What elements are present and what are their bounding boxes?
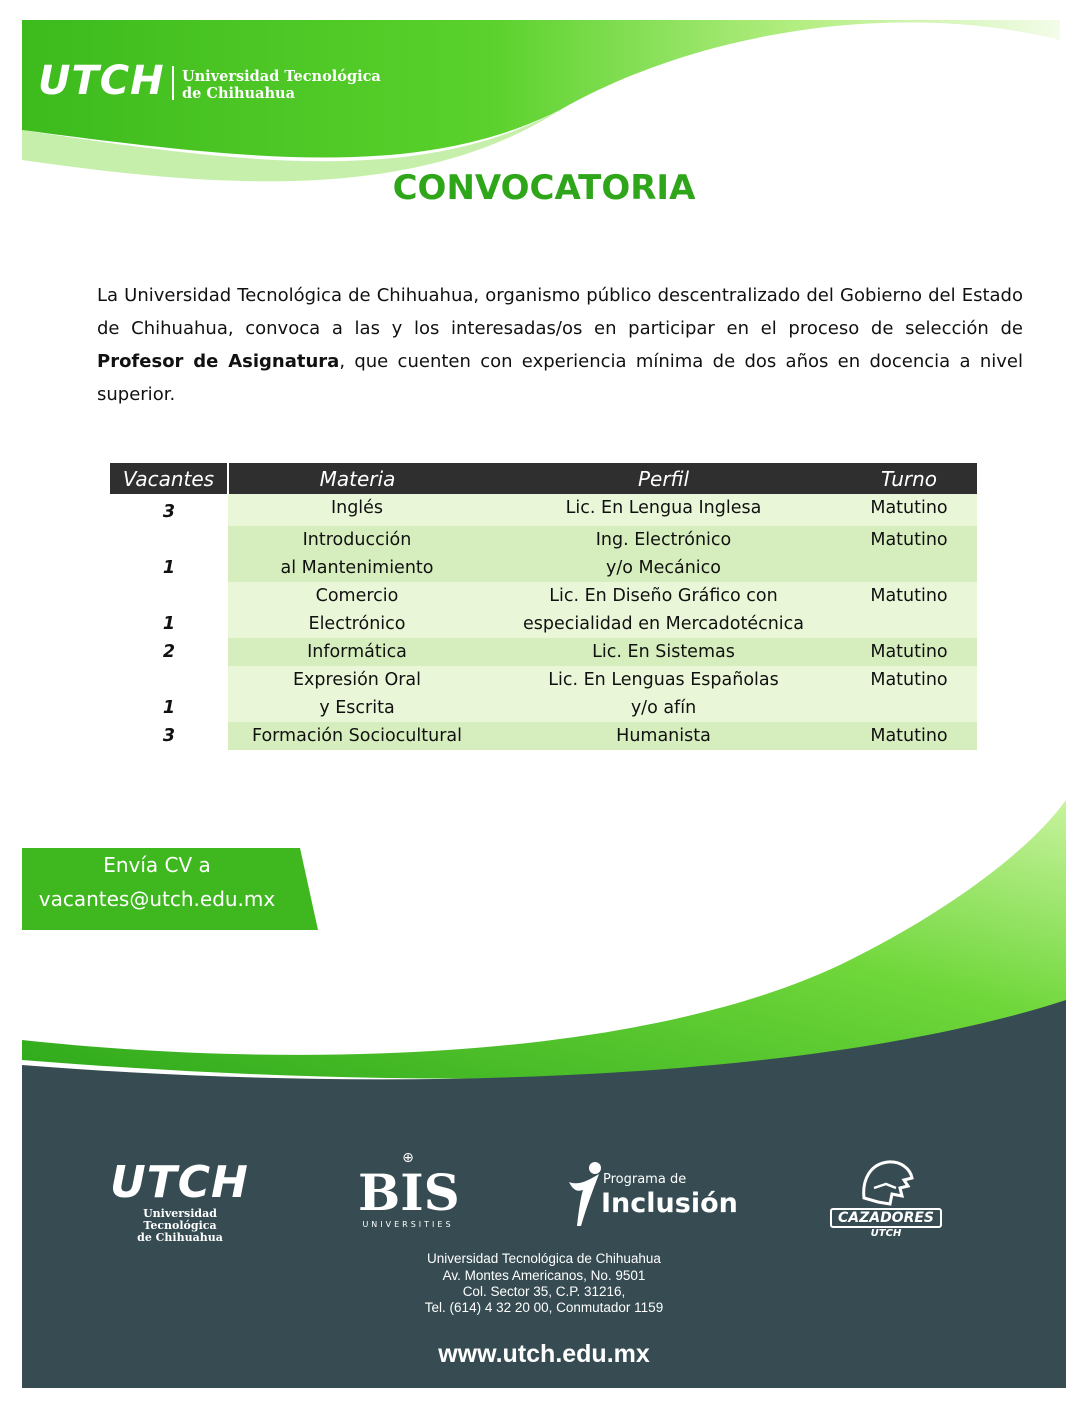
utch-footer-word: UTCH bbox=[110, 1157, 249, 1208]
cell-vacantes: 1 bbox=[110, 526, 228, 582]
cell-turno: Matutino bbox=[841, 582, 977, 638]
cell-materia: Inglés bbox=[228, 494, 486, 526]
bis-word: BIS bbox=[358, 1163, 460, 1222]
website-link[interactable]: www.utch.edu.mx bbox=[438, 1340, 650, 1368]
cell-perfil: Lic. En Diseño Gráfico con especialidad en Mercadotécnica bbox=[486, 582, 841, 638]
cv-email: vacantes@utch.edu.mx bbox=[38, 887, 276, 911]
logo-line-1: Universidad Tecnológica bbox=[182, 68, 381, 85]
header-perfil: Perfil bbox=[486, 463, 841, 494]
send-cv-label: Envía CV a bbox=[103, 853, 211, 877]
cell-perfil: Lic. En Lenguas Españolas y/o afín bbox=[486, 666, 841, 722]
header-vacantes: Vacantes bbox=[110, 463, 228, 494]
globe-icon: ⊕ bbox=[402, 1150, 414, 1166]
table-row bbox=[110, 666, 977, 722]
table-row bbox=[110, 638, 977, 666]
address-line-3: Col. Sector 35, C.P. 31216, bbox=[462, 1284, 626, 1299]
cell-turno: Matutino bbox=[841, 638, 977, 666]
cell-materia: Formación Sociocultural bbox=[228, 722, 486, 750]
cell-turno: Matutino bbox=[841, 722, 977, 750]
cazadores-word: CAZADORES bbox=[830, 1208, 942, 1228]
intro-text-2: , que cuenten con experiencia mínima de dos años en docencia a nivel superior. bbox=[97, 351, 1023, 405]
cell-turno: Matutino bbox=[841, 666, 977, 722]
cell-turno: Matutino bbox=[841, 494, 977, 526]
utch-footer-line-2: de Chihuahua bbox=[137, 1231, 223, 1244]
intro-paragraph bbox=[97, 279, 1023, 411]
cell-turno: Matutino bbox=[841, 526, 977, 582]
cell-materia: Expresión Oral y Escrita bbox=[228, 666, 486, 722]
logo-line-2: de Chihuahua bbox=[182, 85, 295, 102]
cell-perfil: Lic. En Lengua Inglesa bbox=[486, 494, 841, 526]
cell-materia: Introducción al Mantenimiento bbox=[228, 526, 486, 582]
table-row bbox=[110, 582, 977, 638]
cell-vacantes: 2 bbox=[110, 638, 228, 666]
cell-vacantes: 3 bbox=[110, 722, 228, 750]
address-line-4: Tel. (614) 4 32 20 00, Conmutador 1159 bbox=[424, 1300, 664, 1315]
logo-divider bbox=[172, 66, 174, 100]
header-materia: Materia bbox=[228, 463, 486, 494]
address-line-2: Av. Montes Americanos, No. 9501 bbox=[442, 1268, 646, 1283]
table-body bbox=[110, 494, 977, 750]
cell-perfil: Humanista bbox=[486, 722, 841, 750]
page-title: CONVOCATORIA bbox=[392, 168, 696, 208]
cell-vacantes: 1 bbox=[110, 582, 228, 638]
intro-text-1: La Universidad Tecnológica de Chihuahua, organismo público descentralizado del Gobierno del Estado de Chihuahua, convoca a las y los interesadas/os en participar en el proceso de selección de bbox=[97, 285, 1023, 339]
utch-footer-line-1: Universidad Tecnológica bbox=[143, 1207, 217, 1232]
cell-vacantes: 3 bbox=[110, 494, 228, 526]
cell-materia: Informática bbox=[228, 638, 486, 666]
bis-sub: UNIVERSITIES bbox=[362, 1220, 454, 1229]
inclusion-line-1: Programa de bbox=[603, 1172, 687, 1187]
intro-bold-position: Profesor de Asignatura bbox=[97, 351, 340, 372]
utch-logo-word: UTCH bbox=[38, 58, 165, 104]
cell-perfil: Lic. En Sistemas bbox=[486, 638, 841, 666]
utch-footer-logo bbox=[110, 1158, 250, 1244]
warrior-head-icon bbox=[856, 1158, 916, 1206]
inclusion-line-2: Inclusión bbox=[601, 1188, 738, 1219]
send-cv-box bbox=[22, 848, 292, 916]
cazadores-sub: UTCH bbox=[870, 1228, 902, 1239]
vacancies-table bbox=[110, 463, 977, 750]
bis-logo bbox=[358, 1150, 458, 1230]
cell-perfil: Ing. Electrónico y/o Mecánico bbox=[486, 526, 841, 582]
cazadores-logo bbox=[830, 1158, 942, 1240]
address-line-1: Universidad Tecnológica de Chihuahua bbox=[427, 1251, 661, 1266]
table-row bbox=[110, 494, 977, 526]
cell-materia: Comercio Electrónico bbox=[228, 582, 486, 638]
cell-vacantes: 1 bbox=[110, 666, 228, 722]
table-header-row bbox=[110, 463, 977, 494]
inclusion-figure-icon bbox=[565, 1160, 605, 1230]
table-row bbox=[110, 722, 977, 750]
table-row bbox=[110, 526, 977, 582]
header-turno: Turno bbox=[841, 463, 977, 494]
